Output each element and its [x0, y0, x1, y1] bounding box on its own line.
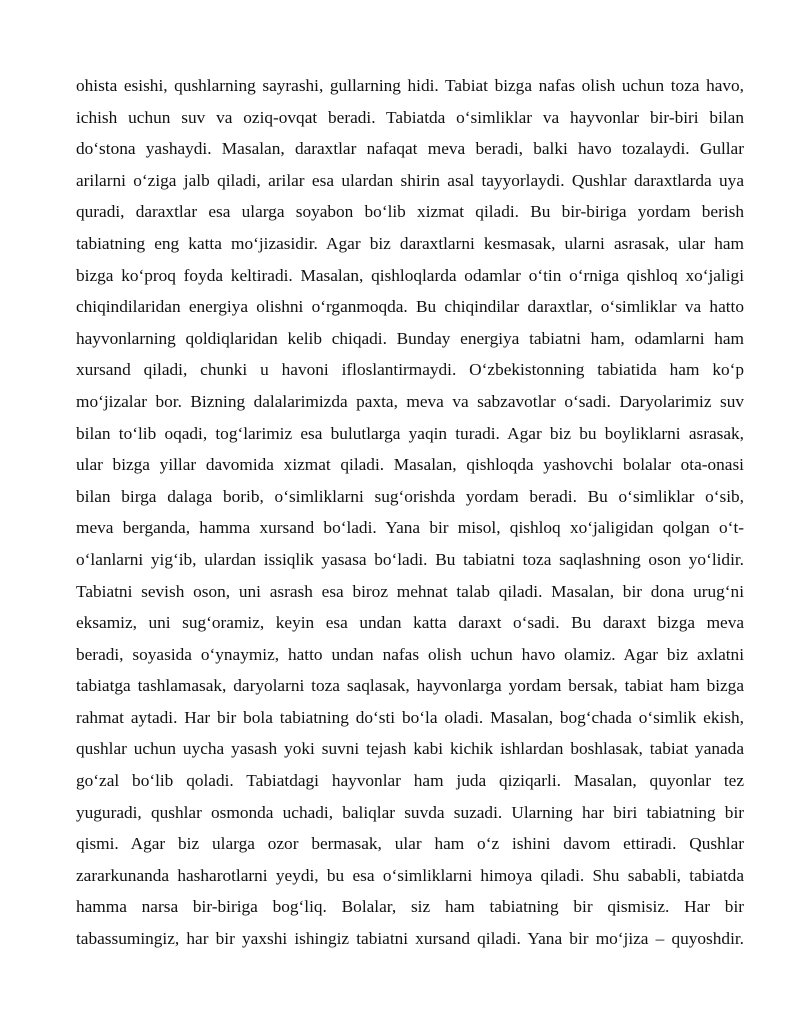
text-line: go‘zal bo‘lib qoladi. Tabiatdagi hayvonlar ham juda qiziqarli. Masalan, quyonlar tez	[76, 771, 744, 791]
text-line: bizga ko‘proq foyda keltiradi. Masalan, qishloqlarda odamlar o‘tin o‘rniga qishloq xo‘jaligi	[76, 265, 744, 285]
text-line: hamma narsa bir-biriga bog‘liq. Bolalar, siz ham tabiatning bir qismisiz. Har bir	[76, 897, 744, 917]
text-line: xursand qiladi, chunki u havoni ifloslantirmaydi. O‘zbekistonning tabiatida ham ko‘p	[76, 360, 744, 380]
text-line: tabassumingiz, har bir yaxshi ishingiz tabiatni xursand qiladi. Yana bir mo‘jiza – quyoshdir.	[76, 929, 744, 949]
text-line: arilarni o‘ziga jalb qiladi, arilar esa ulardan shirin asal tayyorlaydi. Qushlar daraxtlarda uya	[76, 170, 744, 190]
text-line: qismi. Agar biz ularga ozor bermasak, ular ham o‘z ishini davom ettiradi. Qushlar	[76, 834, 744, 854]
text-line: meva berganda, hamma xursand bo‘ladi. Yana bir misol, qishloq xo‘jaligidan qolgan o‘t-	[76, 518, 744, 538]
text-line: quradi, daraxtlar esa ularga soyabon bo‘lib xizmat qiladi. Bu bir-biriga yordam berish	[76, 202, 744, 222]
text-line: do‘stona yashaydi. Masalan, daraxtlar nafaqat meva beradi, balki havo tozalaydi. Gullar	[76, 139, 744, 159]
text-line: ichish uchun suv va oziq-ovqat beradi. Tabiatda o‘simliklar va hayvonlar bir-biri bilan	[76, 107, 744, 127]
text-line: o‘lanlarni yig‘ib, ulardan issiqlik yasasa bo‘ladi. Bu tabiatni toza saqlashning oson yo‘lidir.	[76, 549, 744, 569]
text-line: Tabiatni sevish oson, uni asrash esa biroz mehnat talab qiladi. Masalan, bir dona urug‘ni	[76, 581, 744, 601]
text-line: hayvonlarning qoldiqlaridan kelib chiqadi. Bunday energiya tabiatni ham, odamlarni ham	[76, 328, 744, 348]
text-line: zararkunanda hasharotlarni yeydi, bu esa o‘simliklarni himoya qiladi. Shu sababli, tabiatda	[76, 865, 744, 885]
text-line: eksamiz, uni sug‘oramiz, keyin esa undan katta daraxt o‘sadi. Bu daraxt bizga meva	[76, 613, 744, 633]
text-line: rahmat aytadi. Har bir bola tabiatning do‘sti bo‘la oladi. Masalan, bog‘chada o‘simlik ekish,	[76, 707, 744, 727]
text-line: yuguradi, qushlar osmonda uchadi, baliqlar suvda suzadi. Ularning har biri tabiatning bir	[76, 802, 744, 822]
text-line: bilan birga dalaga borib, o‘simliklarni sug‘orishda yordam beradi. Bu o‘simliklar o‘sib,	[76, 486, 744, 506]
body-text	[76, 70, 744, 955]
text-line: bilan to‘lib oqadi, tog‘larimiz esa bulutlarga yaqin turadi. Agar biz bu boyliklarni asrasak,	[76, 423, 744, 443]
text-line: tabiatning eng katta mo‘jizasidir. Agar biz daraxtlarni kesmasak, ularni asrasak, ular ham	[76, 233, 744, 253]
text-line: qushlar uchun uycha yasash yoki suvni tejash kabi kichik ishlardan boshlasak, tabiat yanada	[76, 739, 744, 759]
text-line: beradi, soyasida o‘ynaymiz, hatto undan nafas olish uchun havo olamiz. Agar biz axlatni	[76, 644, 744, 664]
text-line: mo‘jizalar bor. Bizning dalalarimizda paxta, meva va sabzavotlar o‘sadi. Daryolarimiz suv	[76, 391, 744, 411]
text-line: ohista esishi, qushlarning sayrashi, gullarning hidi. Tabiat bizga nafas olish uchun toza havo,	[76, 76, 744, 95]
text-line: chiqindilaridan energiya olishni o‘rganmoqda. Bu chiqindilar daraxtlar, o‘simliklar va hatto	[76, 297, 744, 317]
text-line: ular bizga yillar davomida xizmat qiladi. Masalan, qishloqda yashovchi bolalar ota-onasi	[76, 455, 744, 475]
text-line: tabiatga tashlamasak, daryolarni toza saqlasak, hayvonlarga yordam bersak, tabiat ham bizga	[76, 676, 744, 696]
